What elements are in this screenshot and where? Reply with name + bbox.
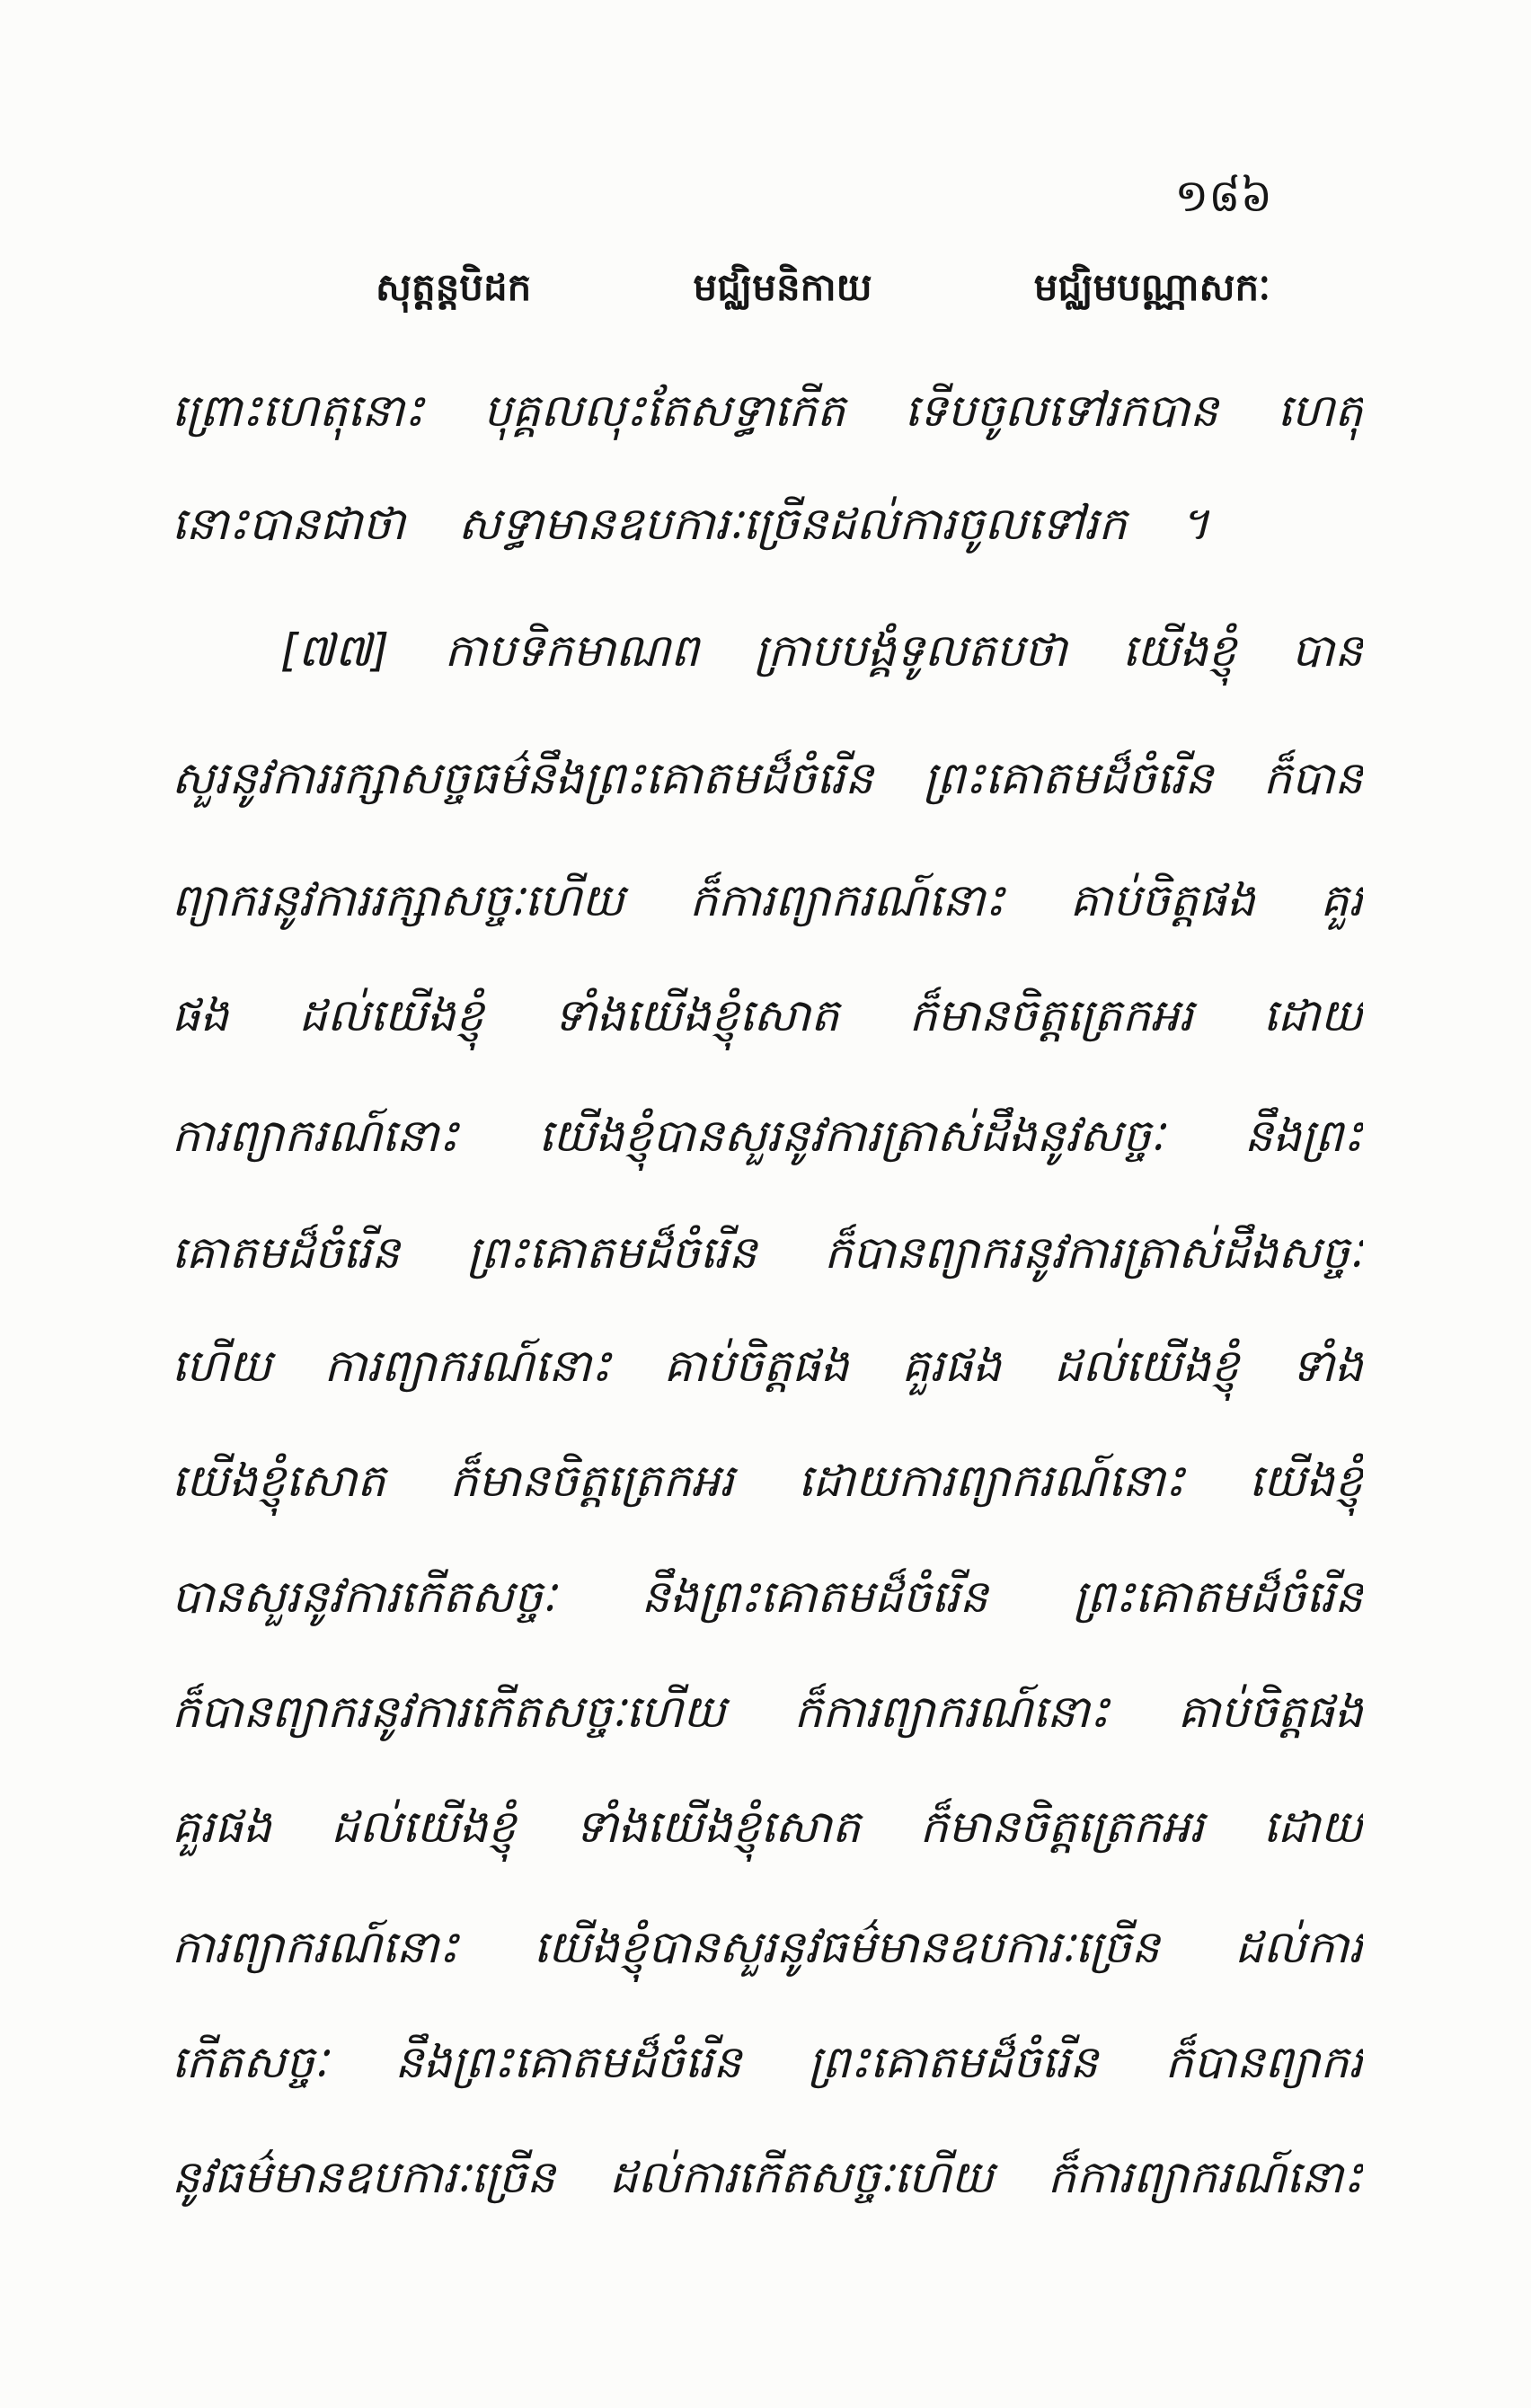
line-text: កាបទិកមាណព ក្រាបបង្គំទូលតបថា យើងខ្ញុំ បាន (444, 624, 1363, 677)
text-line: នូវធម៌មានឧបការៈច្រើន ដល់ការកើតសច្ចៈហើយ ក៏ការព្យាករណ៍នោះ (172, 2151, 1363, 2203)
text-line (280, 600, 1363, 701)
text-line: ក៏បានព្យាករនូវការកើតសច្ចៈហើយ ក៏ការព្យាករណ៍នោះ គាប់ចិត្តផង (172, 1686, 1363, 1738)
running-header: សុត្តន្តបិដក មជ្ឈិមនិកាយ មជ្ឈិមបណ្ណាសកៈ (376, 265, 1270, 309)
paragraph-number: [៧៧] (280, 624, 390, 677)
text-line: គោតមដ៏ចំរើន ព្រះគោតមដ៏ចំរើន ក៏បានព្យាករនូវការត្រាស់ដឹងសច្ចៈ (172, 1226, 1363, 1279)
text-line: ផង ដល់យើងខ្ញុំ ទាំងយើងខ្ញុំសោត ក៏មានចិត្តត្រេកអរ ដោយ (172, 989, 1363, 1041)
text-line: សួរនូវការរក្សាសច្ចធម៌នឹងព្រះគោតមដ៏ចំរើន ព្រះគោតមដ៏ចំរើន ក៏បាន (172, 752, 1363, 804)
text-line: នោះបានជាថា សទ្ធាមានឧបការៈច្រើនដល់ការចូលទៅរក ។ (172, 498, 1209, 550)
text-line: ការព្យាករណ៍នោះ យើងខ្ញុំបានសួរនូវការត្រាស់ដឹងនូវសច្ចៈ នឹងព្រះ (172, 1110, 1363, 1162)
text-line: ហើយ ការព្យាករណ៍នោះ គាប់ចិត្តផង គួរផង ដល់យើងខ្ញុំ ទាំង (172, 1340, 1363, 1392)
text-line: ការព្យាករណ៍នោះ យើងខ្ញុំបានសួរនូវធម៌មានឧបការៈច្រើន ដល់ការ (172, 1921, 1363, 1973)
text-line: កើតសច្ចៈ នឹងព្រះគោតមដ៏ចំរើន ព្រះគោតមដ៏ចំរើន ក៏បានព្យាករ (172, 2036, 1363, 2088)
text-line: គួរផង ដល់យើងខ្ញុំ ទាំងយើងខ្ញុំសោត ក៏មានចិត្តត្រេកអរ ដោយ (172, 1801, 1363, 1853)
text-line: បានសួរនូវការកើតសច្ចៈ នឹងព្រះគោតមដ៏ចំរើន ព្រះគោតមដ៏ចំរើន (172, 1571, 1363, 1623)
text-line: ព្យាករនូវការរក្សាសច្ចៈហើយ ក៏ការព្យាករណ៍នោះ គាប់ចិត្តផង គួរ (172, 874, 1363, 926)
text-line: យើងខ្ញុំសោត ក៏មានចិត្តត្រេកអរ ដោយការព្យាករណ៍នោះ យើងខ្ញុំ (172, 1455, 1363, 1507)
text-line: ព្រោះហេតុនោះ បុគ្គលលុះតែសទ្ធាកើត ទើបចូលទៅរកបាន ហេតុ (172, 385, 1363, 437)
page-number: ១៨៦ (1174, 170, 1272, 222)
